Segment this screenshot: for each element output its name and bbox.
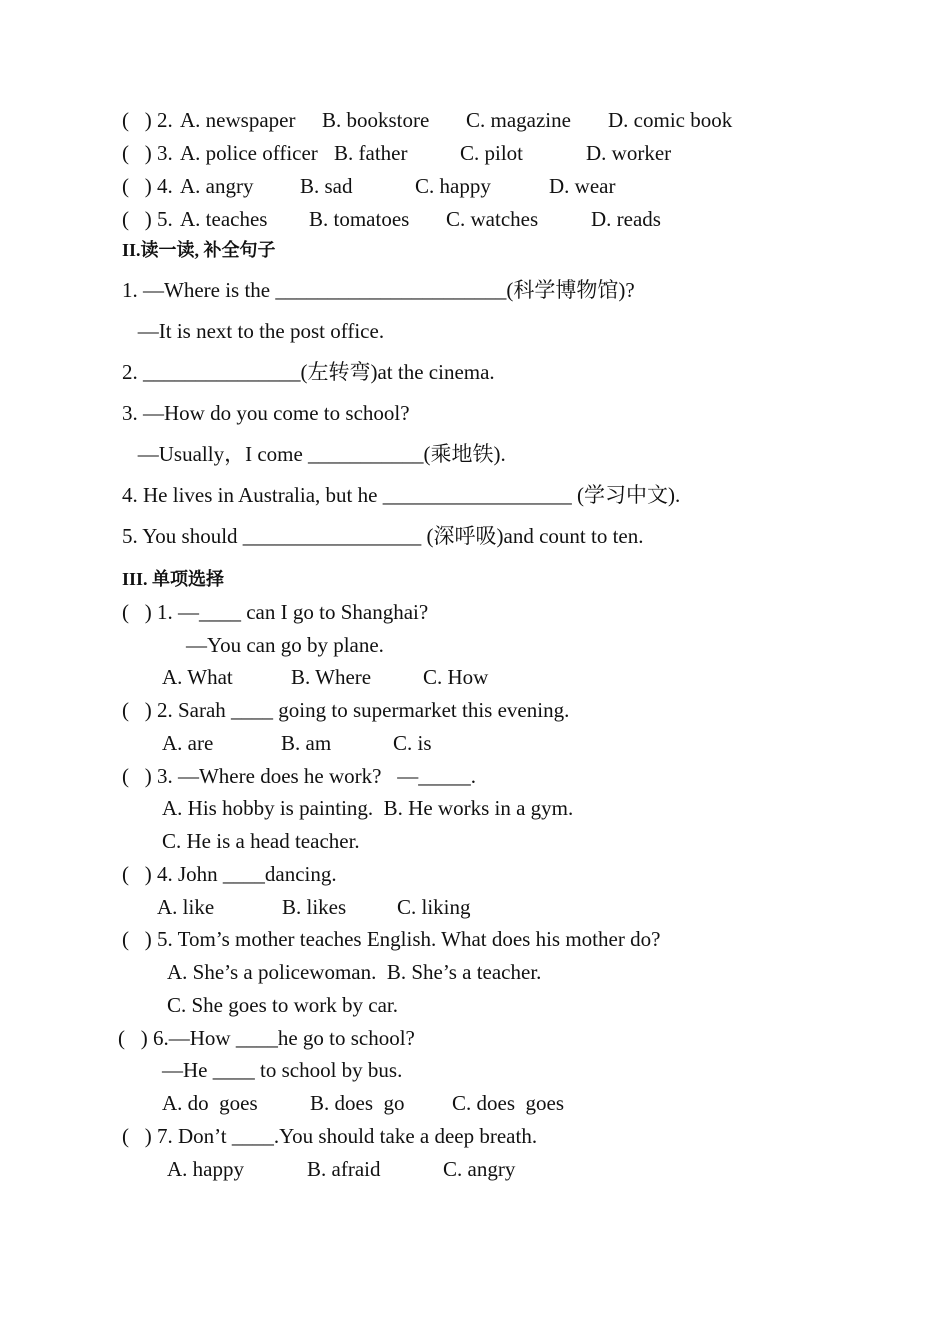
mc-5-option-c: C. She goes to work by car. <box>167 993 398 1017</box>
mc-7-option-c: C. angry <box>443 1157 516 1181</box>
mc-question-5: ( ) 5. Tom’s mother teaches English. What does his mother do? <box>122 927 661 951</box>
option-d: D. worker <box>586 141 672 165</box>
fill-sentence-2: 2. _______________(左转弯)at the cinema. <box>122 360 495 384</box>
section-heading-3: III. 单项选择 <box>122 569 225 589</box>
mc-6-option-a: A. do goes <box>162 1091 258 1115</box>
mc-1-option-a: A. What <box>162 665 233 689</box>
option-b: B. father <box>334 141 408 165</box>
option-a: A. police officer <box>180 141 318 165</box>
mc-4-option-a: A. like <box>157 895 215 919</box>
mc-6-option-b: B. does go <box>310 1091 405 1115</box>
fill-sentence-3: 3. —How do you come to school? <box>122 401 410 425</box>
option-b: B. sad <box>300 174 353 198</box>
mc-4-option-c: C. liking <box>397 895 471 919</box>
mc-question-1: ( ) 1. —____ can I go to Shanghai? <box>122 600 429 624</box>
option-d: D. wear <box>549 174 616 198</box>
question-number: ( ) 4. <box>122 174 173 198</box>
mc-question-3: ( ) 3. —Where does he work? —_____. <box>122 764 476 788</box>
mc-1-option-b: B. Where <box>291 665 372 689</box>
mc-2-option-c: C. is <box>393 731 432 755</box>
mc-2-option-a: A. are <box>162 731 214 755</box>
option-d: D. comic book <box>608 108 733 132</box>
mc-4-option-b: B. likes <box>282 895 347 919</box>
mc-2-option-b: B. am <box>281 731 332 755</box>
fill-sentence-3-reply: —Usually，I come ___________(乘地铁). <box>122 442 506 466</box>
fill-sentence-1: 1. —Where is the ______________________(科学博物馆)? <box>122 278 635 302</box>
question-number: ( ) 3. <box>122 141 173 165</box>
option-d: D. reads <box>591 207 661 231</box>
mc-question-1-reply: —You can go by plane. <box>186 633 384 657</box>
option-c: C. happy <box>415 174 491 198</box>
option-b: B. tomatoes <box>309 207 410 231</box>
mc-question-6: ( ) 6.—How ____he go to school? <box>118 1026 415 1050</box>
mc-5-options-ab: A. She’s a policewoman. B. She’s a teacher. <box>167 960 542 984</box>
mc-7-option-a: A. happy <box>167 1157 244 1181</box>
mc-question-4: ( ) 4. John ____dancing. <box>122 862 337 886</box>
option-b: B. bookstore <box>322 108 430 132</box>
section-heading-2: II.读一读, 补全句子 <box>122 240 276 260</box>
option-c: C. watches <box>446 207 539 231</box>
mc-question-7: ( ) 7. Don’t ____.You should take a deep breath. <box>122 1124 538 1148</box>
fill-sentence-5: 5. You should _________________ (深呼吸)and count to ten. <box>122 524 644 548</box>
mc-3-option-c: C. He is a head teacher. <box>162 829 360 853</box>
mc-7-option-b: B. afraid <box>307 1157 381 1181</box>
fill-sentence-1-reply: —It is next to the post office. <box>122 319 385 343</box>
question-number: ( ) 2. <box>122 108 173 132</box>
mc-6-option-c: C. does goes <box>452 1091 564 1115</box>
mc-question-2: ( ) 2. Sarah ____ going to supermarket this evening. <box>122 698 570 722</box>
question-number: ( ) 5. <box>122 207 173 231</box>
option-a: A. newspaper <box>180 108 296 132</box>
option-c: C. pilot <box>460 141 524 165</box>
option-a: A. angry <box>180 174 254 198</box>
option-a: A. teaches <box>180 207 268 231</box>
option-c: C. magazine <box>466 108 571 132</box>
fill-sentence-4: 4. He lives in Australia, but he __________________ (学习中文). <box>122 483 681 507</box>
mc-1-option-c: C. How <box>423 665 489 689</box>
mc-question-6-reply: —He ____ to school by bus. <box>162 1058 403 1082</box>
mc-3-options-ab: A. His hobby is painting. B. He works in a gym. <box>162 796 574 820</box>
